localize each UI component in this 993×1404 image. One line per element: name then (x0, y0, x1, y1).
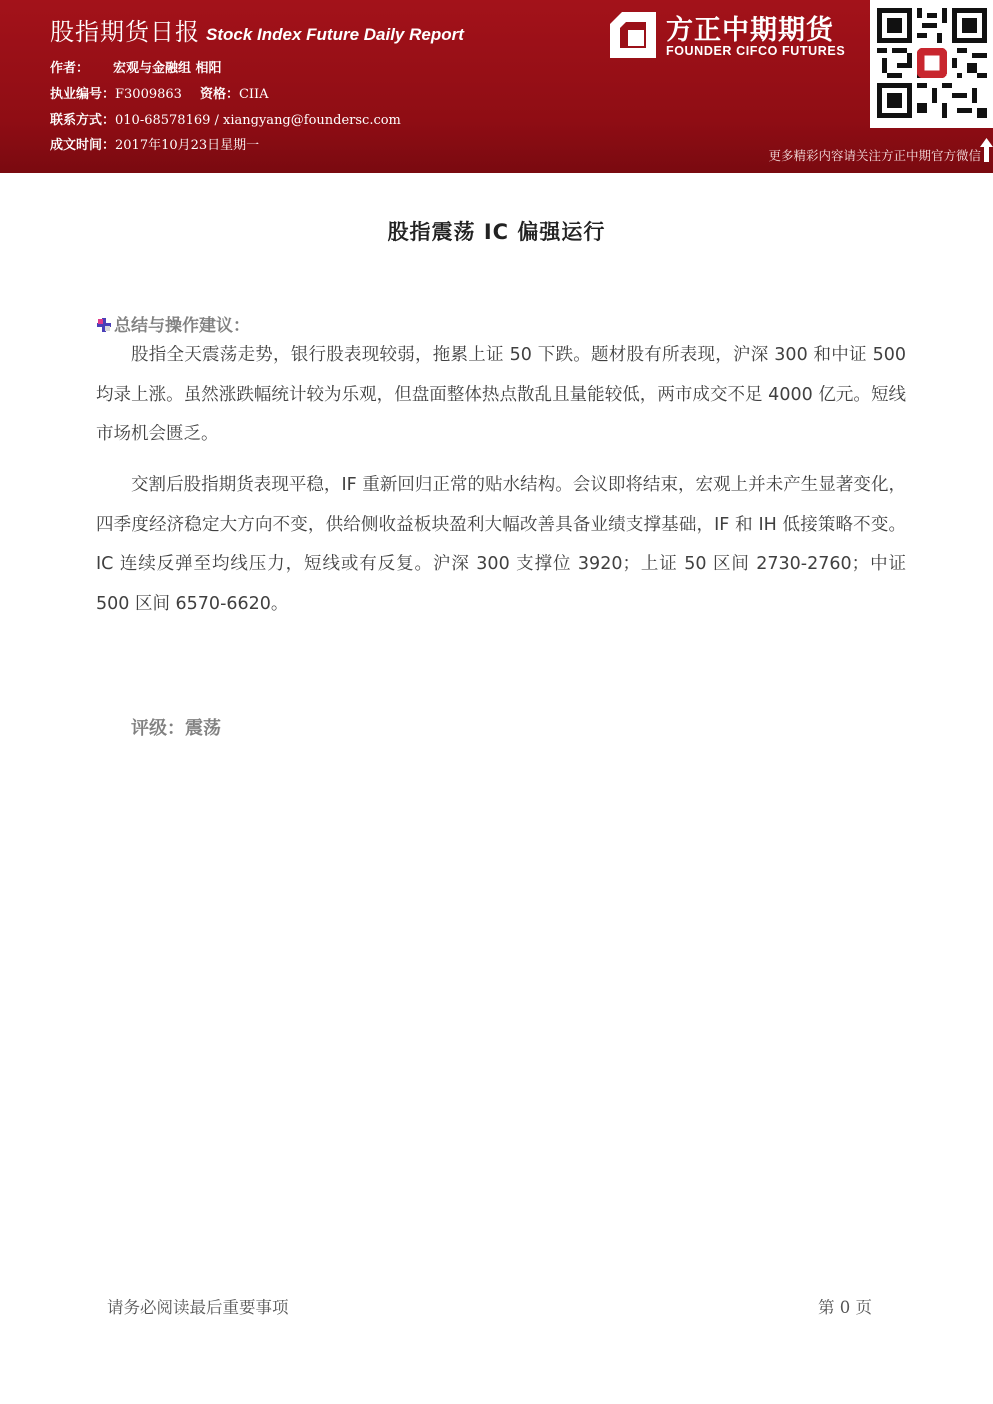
qualification-value: CIIA (238, 87, 269, 102)
wechat-promo-text: 更多精彩内容请关注方正中期官方微信 (768, 148, 981, 163)
author-line (50, 57, 222, 76)
summary-paragraph-2: 交割后股指期货表现平稳，IF 重新回归正常的贴水结构。会议即将结束，宏观上并未产生显著变化，四季度经济稳定大方向不变，供给侧收益板块盈利大幅改善具备业绩支撑基础，IF 和 IH 低接策略不变。IC 连续反弹至均线压力，短线或有反复。沪深 300 支撑位 3920；上证 50 区间 2730-2760；中证 500 区间 6570-6620。 (96, 475, 906, 614)
date-value: 2017年10月23日星期一 (115, 138, 260, 153)
page-number: 第 0 页 (818, 1298, 872, 1317)
rating: 评级：震荡 (131, 718, 221, 739)
date-line (50, 134, 259, 153)
contact-value[interactable]: 010-68578169 / xiangyang@foundersc.com (115, 113, 401, 128)
disclaimer-note: 请务必阅读最后重要事项 (107, 1298, 289, 1317)
company-logo (608, 8, 863, 64)
logo-text-en: FOUNDER CIFCO FUTURES (666, 44, 846, 58)
section-heading (96, 311, 250, 336)
wechat-qr-code[interactable] (870, 0, 993, 128)
bullet-icon (96, 317, 112, 333)
logo-text-cn: 方正中期期货 (666, 15, 834, 46)
article-title: 股指震荡 IC 偏强运行 (387, 220, 606, 244)
summary-paragraph-1: 股指全天震荡走势，银行股表现较弱，拖累上证 50 下跌。题材股有所表现，沪深 300 和中证 500 均录上涨。虽然涨跌幅统计较为乐观，但盘面整体热点散乱且量能较低，两市成交不足 4000 亿元。短线市场机会匮乏。 (96, 345, 906, 444)
report-title-cn: 股指期货日报 (50, 18, 200, 46)
contact-line (50, 109, 401, 128)
contact-label: 联系方式： (50, 113, 116, 128)
logo-mark-icon (608, 10, 658, 60)
report-title-en: Stock Index Future Daily Report (206, 25, 464, 44)
date-label: 成文时间： (50, 138, 116, 153)
qr-code-icon (877, 7, 987, 119)
report-header (0, 0, 993, 173)
license-label: 执业编号： (50, 87, 116, 102)
section-heading-text: 总结与操作建议： (114, 316, 250, 336)
report-title (50, 12, 464, 47)
license-line (50, 83, 269, 102)
arrow-up-icon (980, 138, 993, 162)
author-value: 宏观与金融组 相阳 (113, 61, 222, 76)
license-value: F3009863 (115, 87, 182, 102)
qualification-label: 资格： (199, 87, 239, 102)
author-label: 作者： (50, 61, 90, 76)
